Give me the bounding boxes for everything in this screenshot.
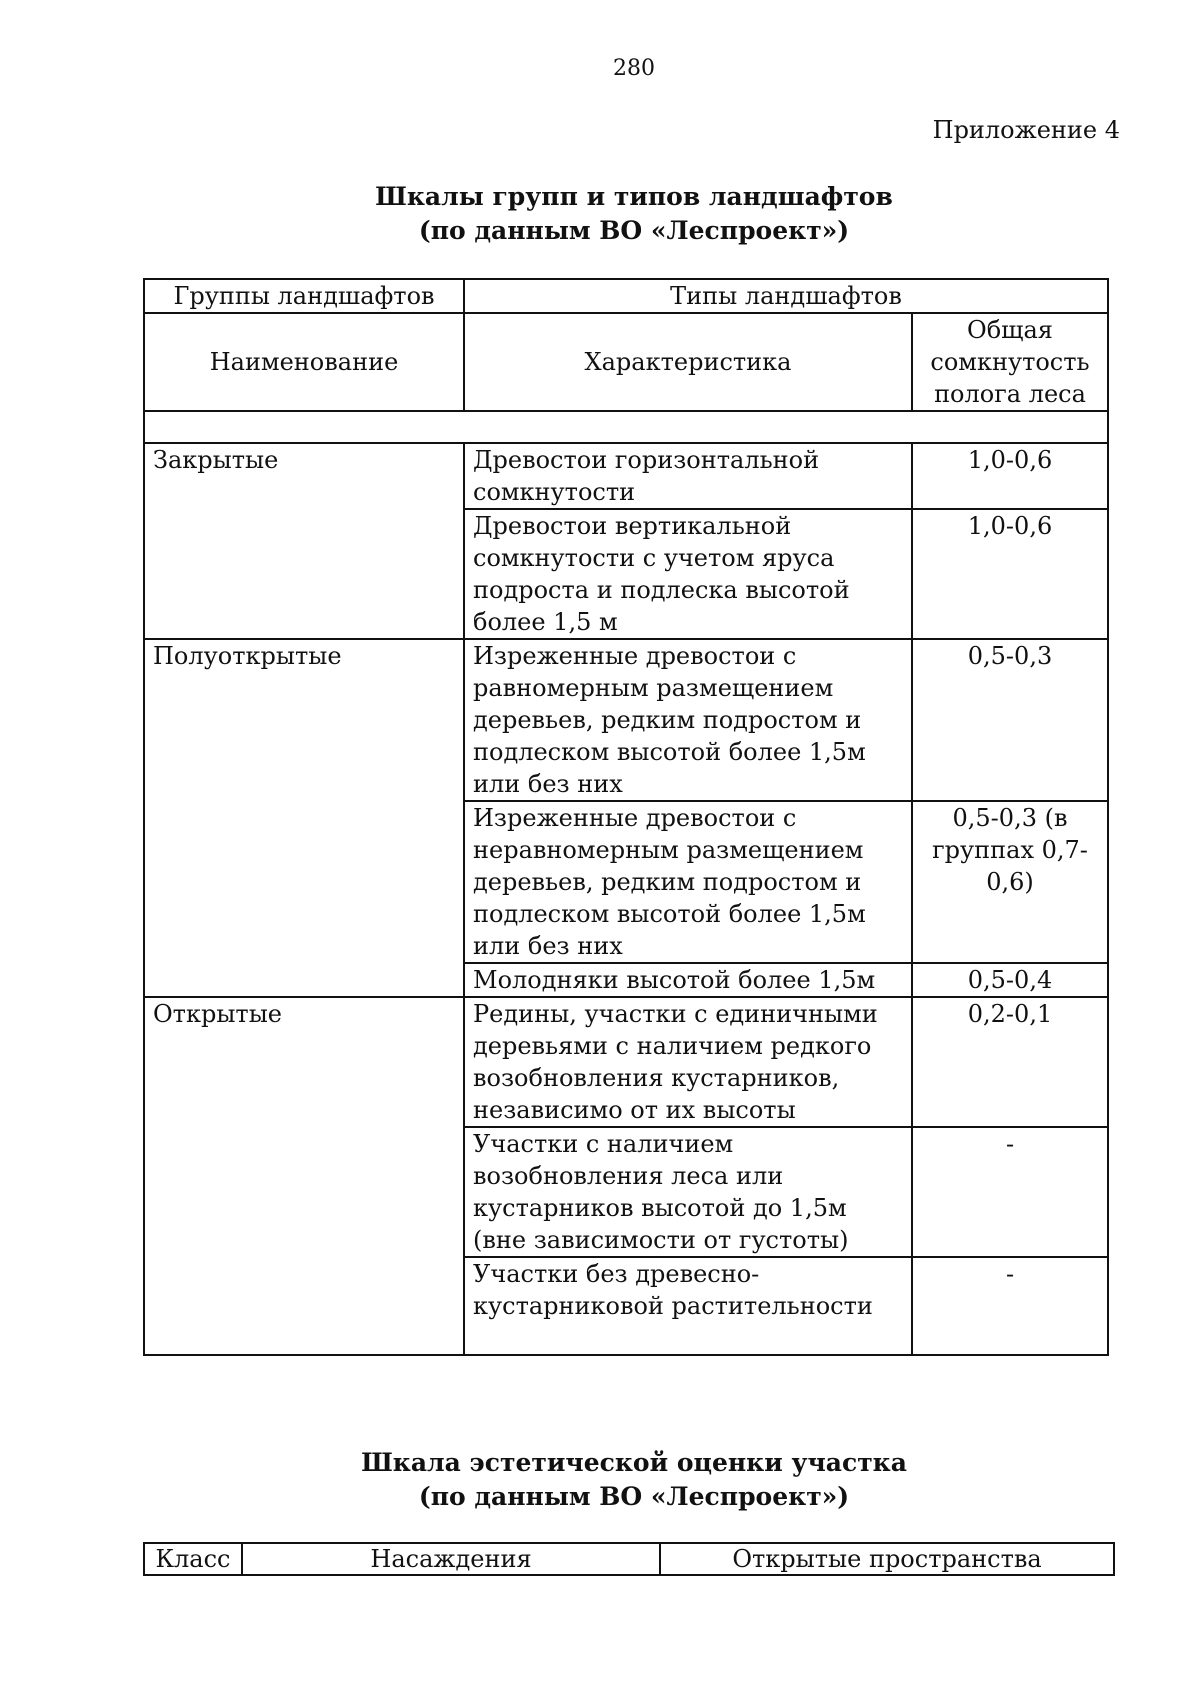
density-cell: 0,5-0,3: [912, 639, 1108, 801]
density-cell: -: [912, 1257, 1108, 1355]
table2-title-line2: (по данным ВО «Леспроект»): [418, 1482, 850, 1511]
header-groups: Группы ландшафтов: [144, 279, 464, 313]
header-types: Типы ландшафтов: [464, 279, 1108, 313]
header-open-spaces: Открытые пространства: [660, 1543, 1114, 1575]
aesthetic-scale-table: [143, 1542, 1115, 1576]
density-cell: 0,5-0,3 (в группах 0,7-0,6): [912, 801, 1108, 963]
density-cell: 0,2-0,1: [912, 997, 1108, 1127]
characteristic-cell: Изреженные древостои с равномерным размещением деревьев, редким подростом и подлеском высотой более 1,5м или без них: [464, 639, 912, 801]
density-cell: 1,0-0,6: [912, 443, 1108, 509]
table-row: [144, 639, 1108, 801]
group-semi-open: Полуоткрытые: [144, 639, 464, 997]
group-closed: Закрытые: [144, 443, 464, 639]
characteristic-cell: Участки с наличием возобновления леса или кустарников высотой до 1,5м (вне зависимости от густоты): [464, 1127, 912, 1257]
density-cell: -: [912, 1127, 1108, 1257]
page-number: 280: [613, 56, 655, 81]
appendix-label: Приложение 4: [932, 116, 1120, 144]
table1-title-line1: Шкалы групп и типов ландшафтов: [375, 182, 893, 211]
table-header-row: [144, 1543, 1114, 1575]
characteristic-cell: Древостои вертикальной сомкнутости с учетом яруса подроста и подлеска высотой более 1,5 м: [464, 509, 912, 639]
characteristic-cell: Древостои горизонтальной сомкнутости: [464, 443, 912, 509]
empty-row: [144, 411, 1108, 443]
table-row: [144, 443, 1108, 509]
header-plantings: Насаждения: [242, 1543, 660, 1575]
density-cell: 0,5-0,4: [912, 963, 1108, 997]
characteristic-cell: Участки без древесно-кустарниковой растительности: [464, 1257, 912, 1355]
table1-title-line2: (по данным ВО «Леспроект»): [418, 216, 850, 245]
table-header-row: [144, 279, 1108, 313]
header-characteristic: Характеристика: [464, 313, 912, 411]
landscape-groups-table: [143, 278, 1109, 1356]
table-row: [144, 997, 1108, 1127]
header-name: Наименование: [144, 313, 464, 411]
characteristic-cell: Изреженные древостои с неравномерным размещением деревьев, редким подростом и подлеском высотой более 1,5м или без них: [464, 801, 912, 963]
group-open: Открытые: [144, 997, 464, 1355]
table2-title-line1: Шкала эстетической оценки участка: [361, 1448, 907, 1477]
table1-title: [0, 180, 1200, 248]
characteristic-cell: Редины, участки с единичными деревьями с наличием редкого возобновления кустарников, независимо от их высоты: [464, 997, 912, 1127]
characteristic-cell: Молодняки высотой более 1,5м: [464, 963, 912, 997]
table-subheader-row: [144, 313, 1108, 411]
density-cell: 1,0-0,6: [912, 509, 1108, 639]
header-density: Общая сомкнутость полога леса: [912, 313, 1108, 411]
header-class: Класс: [144, 1543, 242, 1575]
table2-title: [0, 1446, 1200, 1514]
